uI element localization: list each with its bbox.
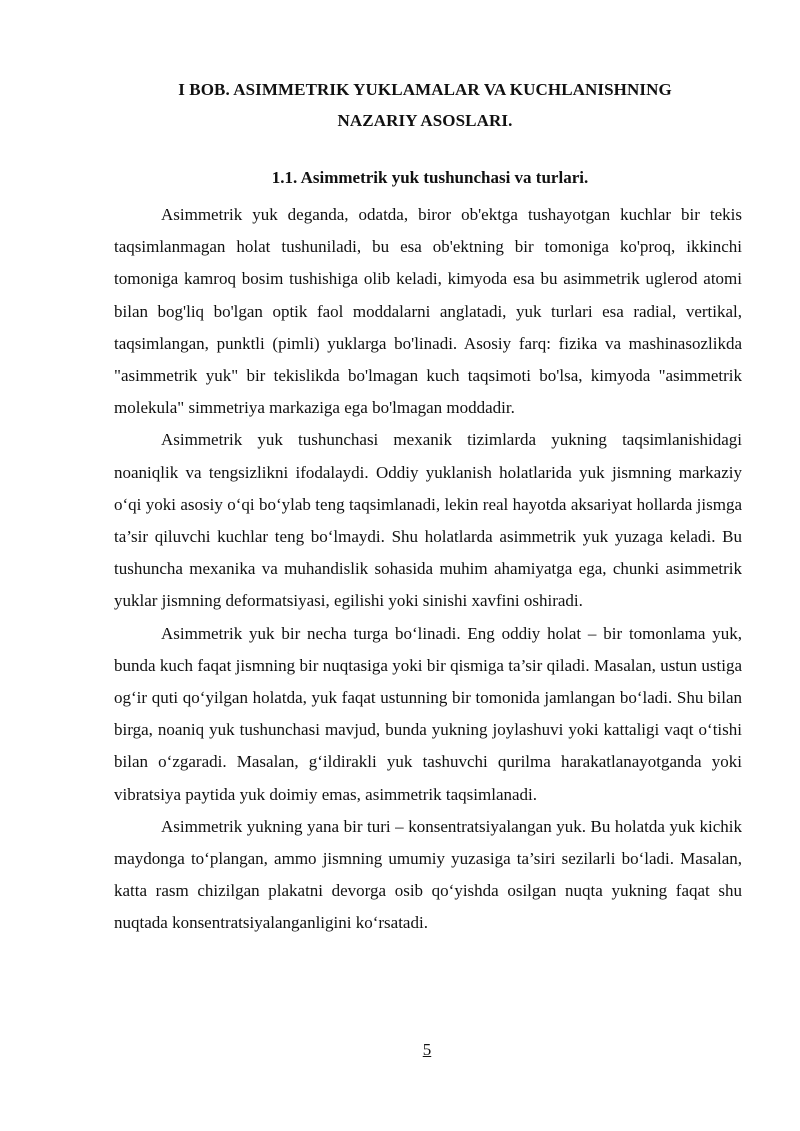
paragraph: Asimmetrik yuk deganda, odatda, biror ob'ektga tushayotgan kuchlar bir tekis taqsimlanmagan holat tushuniladi, bu esa ob'ektning bir tomoniga ko'proq, ikkinchi tomoniga kamroq bosim tushishiga olib keladi, kimyoda esa bu asimmetrik uglerod atomi bilan bog'liq bo'lgan optik faol moddalarni anglatadi, yuk turlari esa radial, vertikal, taqsimlangan, punktli (pimli) yuklarga bo'linadi. Asosiy farq: fizika va mashinasozlikda "asimmetrik yuk" bir tekislikda bo'lmagan kuch taqsimoti bo'lsa, kimyoda "asimmetrik molekula" simmetriya markaziga ega bo'lmagan moddadir. xyxy=(114,205,742,418)
paragraph: Asimmetrik yukning yana bir turi – konsentratsiyalangan yuk. Bu holatda yuk kichik maydonga to‘plangan, ammo jismning umumiy yuzasiga ta’siri sezilarli bo‘ladi. Masalan, katta rasm chizilgan plakatni devorga osib qo‘yishda osilgan nuqta yukning faqat shu nuqtada konsentratsiyalanganligini ko‘rsatadi. xyxy=(114,816,742,933)
page-number: 5 xyxy=(422,1040,432,1059)
body-text xyxy=(114,199,742,940)
paragraph: Asimmetrik yuk bir necha turga bo‘linadi. Eng oddiy holat – bir tomonlama yuk, bunda kuch faqat jismning bir nuqtasiga yoki bir qismiga ta’sir qiladi. Masalan, ustun ustiga og‘ir quti qo‘yilgan holatda, yuk faqat ustunning bir tomonida jamlangan bo‘ladi. Shu bilan birga, noaniq yuk tushunchasi mavjud, bunda yukning joylashuvi yoki kattaligi vaqt o‘tishi bilan o‘zgaradi. Masalan, g‘ildirakli yuk tashuvchi qurilma harakatlanayotganda yoki vibratsiya paytida yuk doimiy emas, asimmetrik taqsimlanadi. xyxy=(114,623,742,804)
chapter-title-line-2: NAZARIY ASOSLARI. xyxy=(337,111,513,130)
chapter-title xyxy=(100,74,750,136)
section-title: 1.1. Asimmetrik yuk tushunchasi va turlari. xyxy=(271,168,589,187)
chapter-title-line-1: I BOB. ASIMMETRIK YUKLAMALAR VA KUCHLANISHNING xyxy=(178,80,672,99)
paragraph: Asimmetrik yuk tushunchasi mexanik tizimlarda yukning taqsimlanishidagi noaniqlik va tengsizlikni ifodalaydi. Oddiy yuklanish holatlarida yuk jismning markaziy o‘qi yoki asosiy o‘qi bo‘ylab teng taqsimlanadi, lekin real hayotda aksariyat hollarda jismga ta’sir qiluvchi kuchlar teng bo‘lmaydi. Shu holatlarda asimmetrik yuk yuzaga keladi. Bu tushuncha mexanika va muhandislik sohasida muhim ahamiyatga ega, chunki asimmetrik yuklar jismning deformatsiyasi, egilishi yoki sinishi xavfini oshiradi. xyxy=(114,430,742,611)
